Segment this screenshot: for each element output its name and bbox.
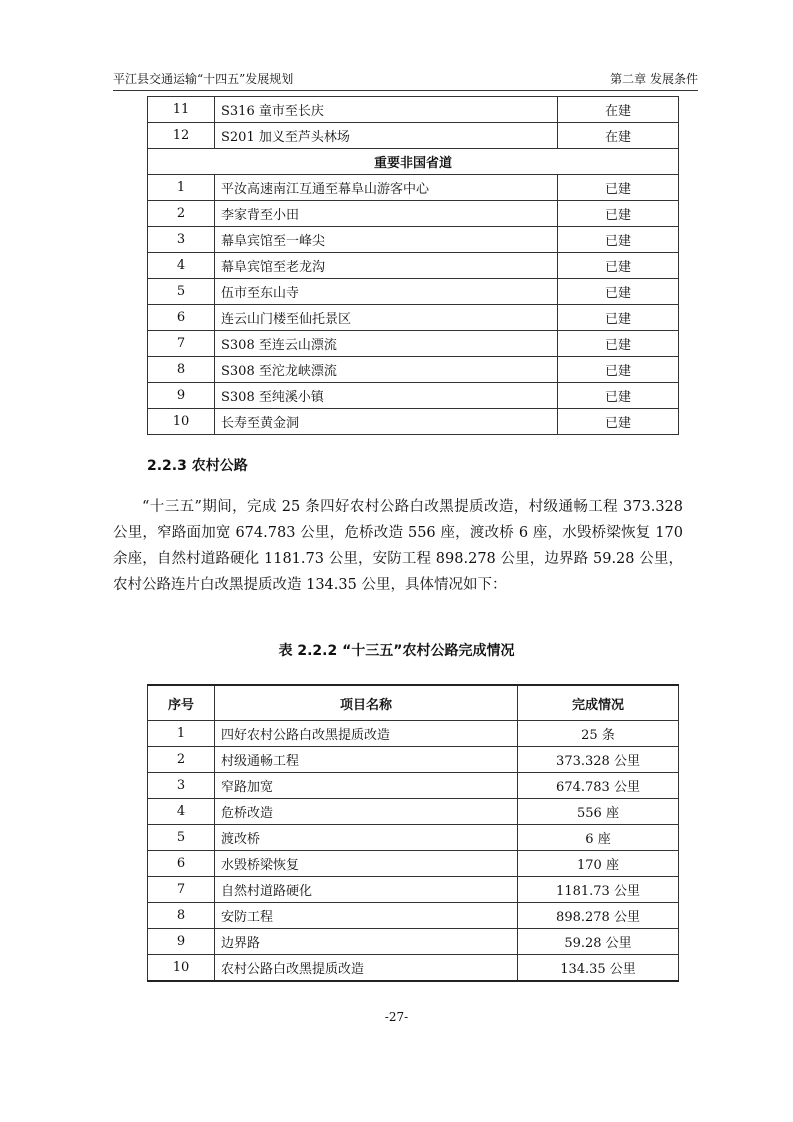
completion-value: 25 条 [518, 721, 679, 747]
road-status: 在建 [558, 123, 679, 149]
group-row [148, 149, 679, 175]
row-number: 3 [148, 227, 215, 253]
completion-value: 170 座 [518, 851, 679, 877]
road-status: 已建 [558, 253, 679, 279]
row-number: 7 [148, 877, 215, 903]
table-row [148, 253, 679, 279]
road-name: 幕阜宾馆至一峰尖 [215, 227, 558, 253]
table-row [148, 929, 679, 955]
table-row [148, 305, 679, 331]
table-caption: 表 2.2.2 “十三五”农村公路完成情况 [278, 643, 515, 659]
project-name: 村级通畅工程 [215, 747, 518, 773]
project-name: 窄路加宽 [215, 773, 518, 799]
section-heading: 2.2.3 农村公路 [147, 458, 248, 474]
road-status: 已建 [558, 357, 679, 383]
table-row [148, 357, 679, 383]
project-name: 渡改桥 [215, 825, 518, 851]
road-status: 已建 [558, 279, 679, 305]
table-row [148, 799, 679, 825]
project-name: 边界路 [215, 929, 518, 955]
road-status-table [147, 96, 679, 435]
completion-value: 1181.73 公里 [518, 877, 679, 903]
table-row [148, 851, 679, 877]
road-status: 在建 [558, 97, 679, 123]
row-number: 6 [148, 851, 215, 877]
row-number: 3 [148, 773, 215, 799]
row-number: 9 [148, 929, 215, 955]
road-name: S316 童市至长庆 [215, 97, 558, 123]
road-name: S201 加义至芦头林场 [215, 123, 558, 149]
road-name: 幕阜宾馆至老龙沟 [215, 253, 558, 279]
completion-value: 6 座 [518, 825, 679, 851]
row-number: 2 [148, 747, 215, 773]
road-status: 已建 [558, 201, 679, 227]
completion-value: 373.328 公里 [518, 747, 679, 773]
header-title: 平江县交通运输“十四五”发展规划 [113, 72, 294, 86]
road-status: 已建 [558, 305, 679, 331]
completion-value: 898.278 公里 [518, 903, 679, 929]
table-row [148, 877, 679, 903]
project-name: 安防工程 [215, 903, 518, 929]
road-status: 已建 [558, 331, 679, 357]
header-no: 序号 [148, 685, 215, 721]
row-number: 9 [148, 383, 215, 409]
table-row [148, 721, 679, 747]
row-number: 8 [148, 357, 215, 383]
table-row [148, 227, 679, 253]
table-row [148, 773, 679, 799]
row-number: 5 [148, 825, 215, 851]
road-status: 已建 [558, 383, 679, 409]
header-chapter: 第二章 发展条件 [610, 72, 698, 86]
project-name: 农村公路白改黑提质改造 [215, 955, 518, 982]
road-status: 已建 [558, 175, 679, 201]
road-status: 已建 [558, 227, 679, 253]
table-row [148, 123, 679, 149]
road-name: S308 至纯溪小镇 [215, 383, 558, 409]
completion-value: 556 座 [518, 799, 679, 825]
page-header [113, 68, 698, 91]
page-number: -27- [384, 1010, 409, 1024]
road-name: S308 至沱龙峡漂流 [215, 357, 558, 383]
row-number: 1 [148, 721, 215, 747]
table-row [148, 279, 679, 305]
row-number: 4 [148, 253, 215, 279]
table-row [148, 903, 679, 929]
row-number: 11 [148, 97, 215, 123]
table-row [148, 383, 679, 409]
table-row [148, 175, 679, 201]
completion-value: 134.35 公里 [518, 955, 679, 982]
row-number: 10 [148, 955, 215, 982]
row-number: 4 [148, 799, 215, 825]
completion-value: 674.783 公里 [518, 773, 679, 799]
project-name: 四好农村公路白改黑提质改造 [215, 721, 518, 747]
row-number: 7 [148, 331, 215, 357]
paragraph-text: “十三五”期间，完成 25 条四好农村公路白改黑提质改造，村级通畅工程 373.328 公里，窄路面加宽 674.783 公里，危桥改造 556 座，渡改桥 6 座，水毁桥梁恢复 170 余座，自然村道路硬化 1181.73 公里，安防工程 898.278 公里，边界路 59.28 公里，农村公路连片白改黑提质改造 134.35 公里，具体情况如下： [113, 499, 683, 593]
project-name: 危桥改造 [215, 799, 518, 825]
road-name: 李家背至小田 [215, 201, 558, 227]
road-name: 伍市至东山寺 [215, 279, 558, 305]
road-name: 连云山门楼至仙托景区 [215, 305, 558, 331]
group-title: 重要非国省道 [148, 149, 679, 175]
row-number: 10 [148, 409, 215, 435]
table-row [148, 201, 679, 227]
road-name: 平汝高速南江互通至幕阜山游客中心 [215, 175, 558, 201]
road-status: 已建 [558, 409, 679, 435]
rural-road-completion-table [147, 684, 679, 982]
table-row [148, 747, 679, 773]
row-number: 6 [148, 305, 215, 331]
table-row [148, 825, 679, 851]
project-name: 自然村道路硬化 [215, 877, 518, 903]
table-row [148, 331, 679, 357]
header-name: 项目名称 [215, 685, 518, 721]
table-row [148, 955, 679, 982]
table-header-row [148, 685, 679, 721]
table-row [148, 97, 679, 123]
road-name: S308 至连云山漂流 [215, 331, 558, 357]
row-number: 8 [148, 903, 215, 929]
body-paragraph [113, 494, 683, 598]
row-number: 2 [148, 201, 215, 227]
project-name: 水毁桥梁恢复 [215, 851, 518, 877]
row-number: 5 [148, 279, 215, 305]
completion-value: 59.28 公里 [518, 929, 679, 955]
row-number: 1 [148, 175, 215, 201]
row-number: 12 [148, 123, 215, 149]
road-name: 长寿至黄金洞 [215, 409, 558, 435]
table-row [148, 409, 679, 435]
header-status: 完成情况 [518, 685, 679, 721]
